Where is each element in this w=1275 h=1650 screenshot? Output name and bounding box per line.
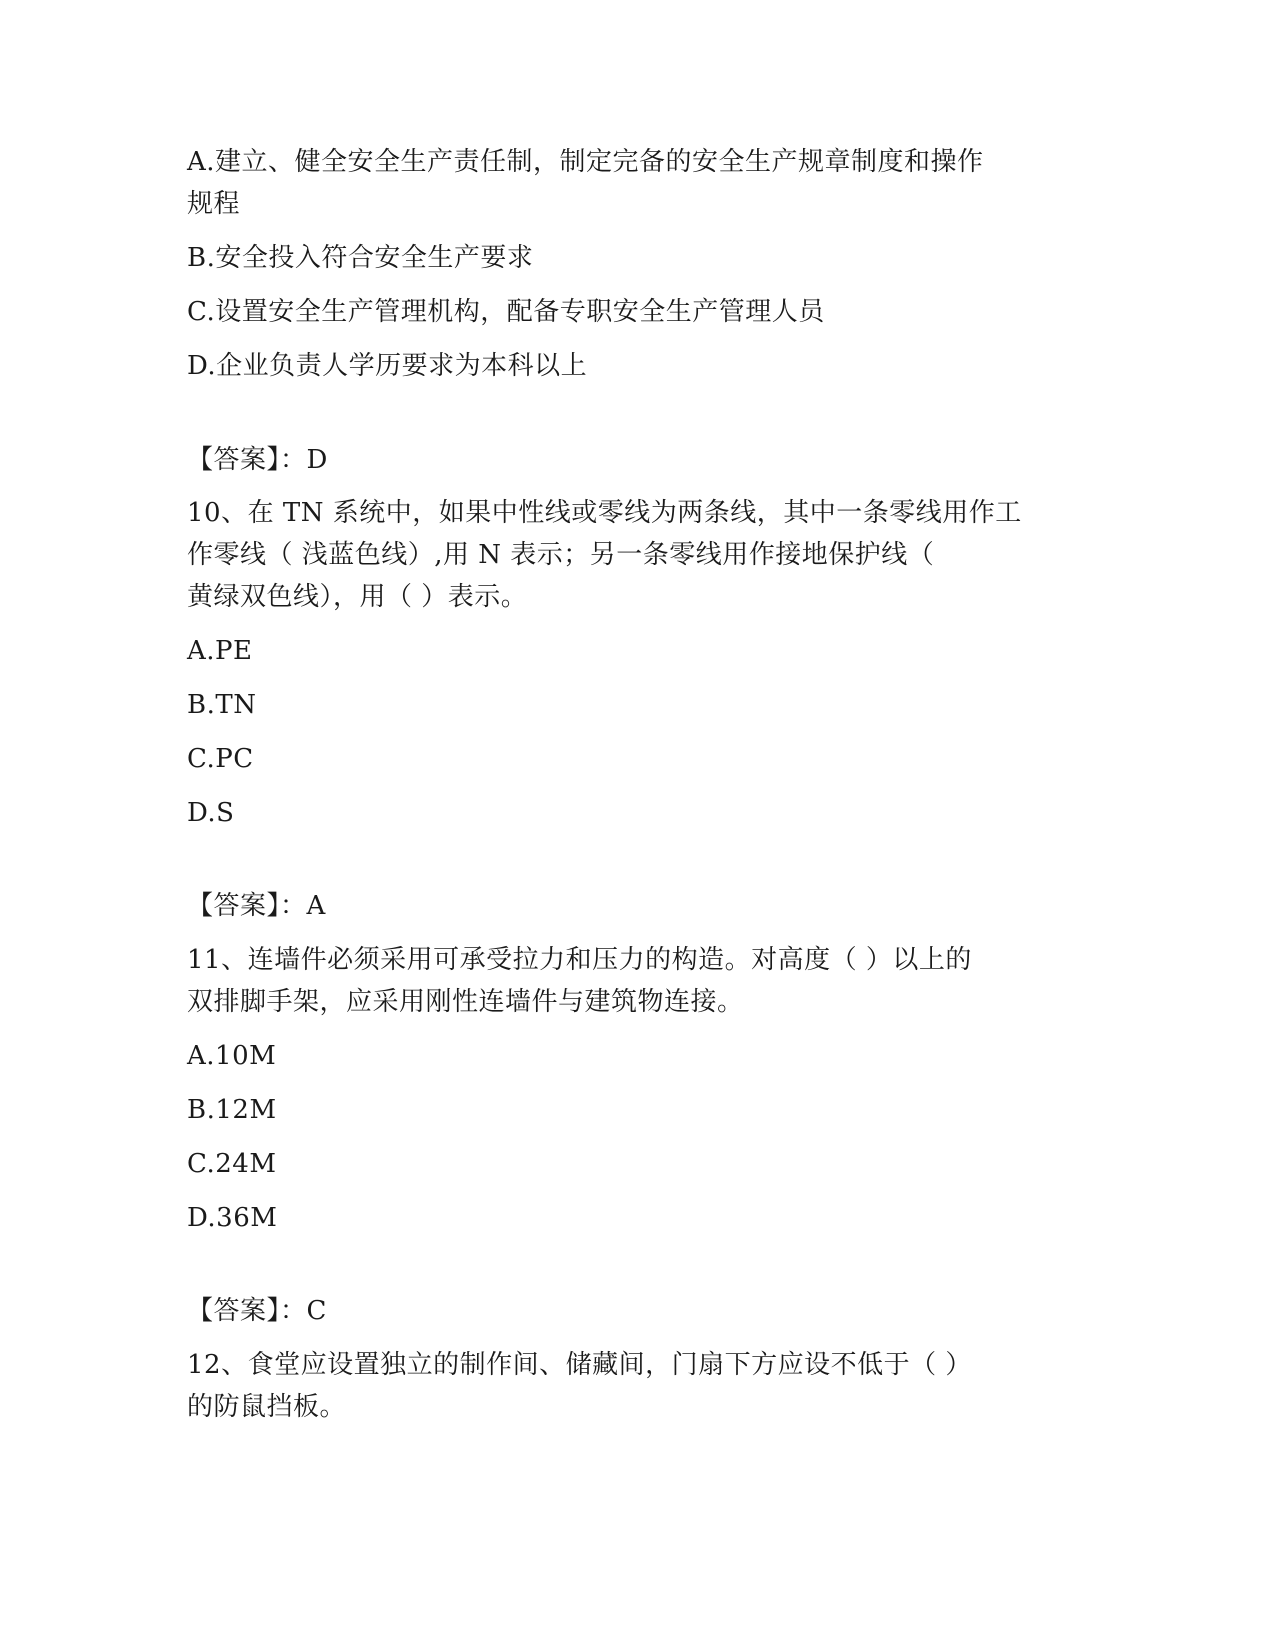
q10-option-a: A.PE	[187, 636, 253, 666]
q9-option-a-line1: A.建立、健全安全生产责任制，制定完备的安全生产规章制度和操作	[187, 147, 984, 177]
q11-option-b: B.12M	[187, 1095, 277, 1125]
q11-stem-line1: 11、连墙件必须采用可承受拉力和压力的构造。对高度（ ）以上的	[187, 945, 972, 975]
q9-answer: 【答案】：D	[187, 445, 328, 475]
q11-option-d: D.36M	[187, 1203, 278, 1233]
q10-answer: 【答案】：A	[187, 891, 326, 921]
q12-stem-line2: 的防鼠挡板。	[187, 1392, 347, 1422]
q10-option-c: C.PC	[187, 744, 254, 774]
q9-option-a-line2: 规程	[187, 189, 241, 219]
q12-stem-line1: 12、食堂应设置独立的制作间、储藏间，门扇下方应设不低于（ ）	[187, 1350, 972, 1380]
q10-stem-line1: 10、在 TN 系统中，如果中性线或零线为两条线，其中一条零线用作工	[187, 498, 1022, 528]
q11-option-c: C.24M	[187, 1149, 277, 1179]
q9-option-b: B.安全投入符合安全生产要求	[187, 243, 534, 273]
q9-option-c: C.设置安全生产管理机构，配备专职安全生产管理人员	[187, 297, 825, 327]
q11-stem-line2: 双排脚手架，应采用刚性连墙件与建筑物连接。	[187, 987, 744, 1017]
q10-option-d: D.S	[187, 798, 235, 828]
q10-stem-line2: 作零线（ 浅蓝色线）,用 N 表示；另一条零线用作接地保护线（	[187, 540, 935, 570]
q11-option-a: A.10M	[187, 1041, 277, 1071]
q11-answer: 【答案】：C	[187, 1296, 327, 1326]
q10-stem-line3: 黄绿双色线），用（ ）表示。	[187, 582, 528, 612]
q10-option-b: B.TN	[187, 690, 257, 720]
q9-option-d: D.企业负责人学历要求为本科以上	[187, 351, 588, 381]
